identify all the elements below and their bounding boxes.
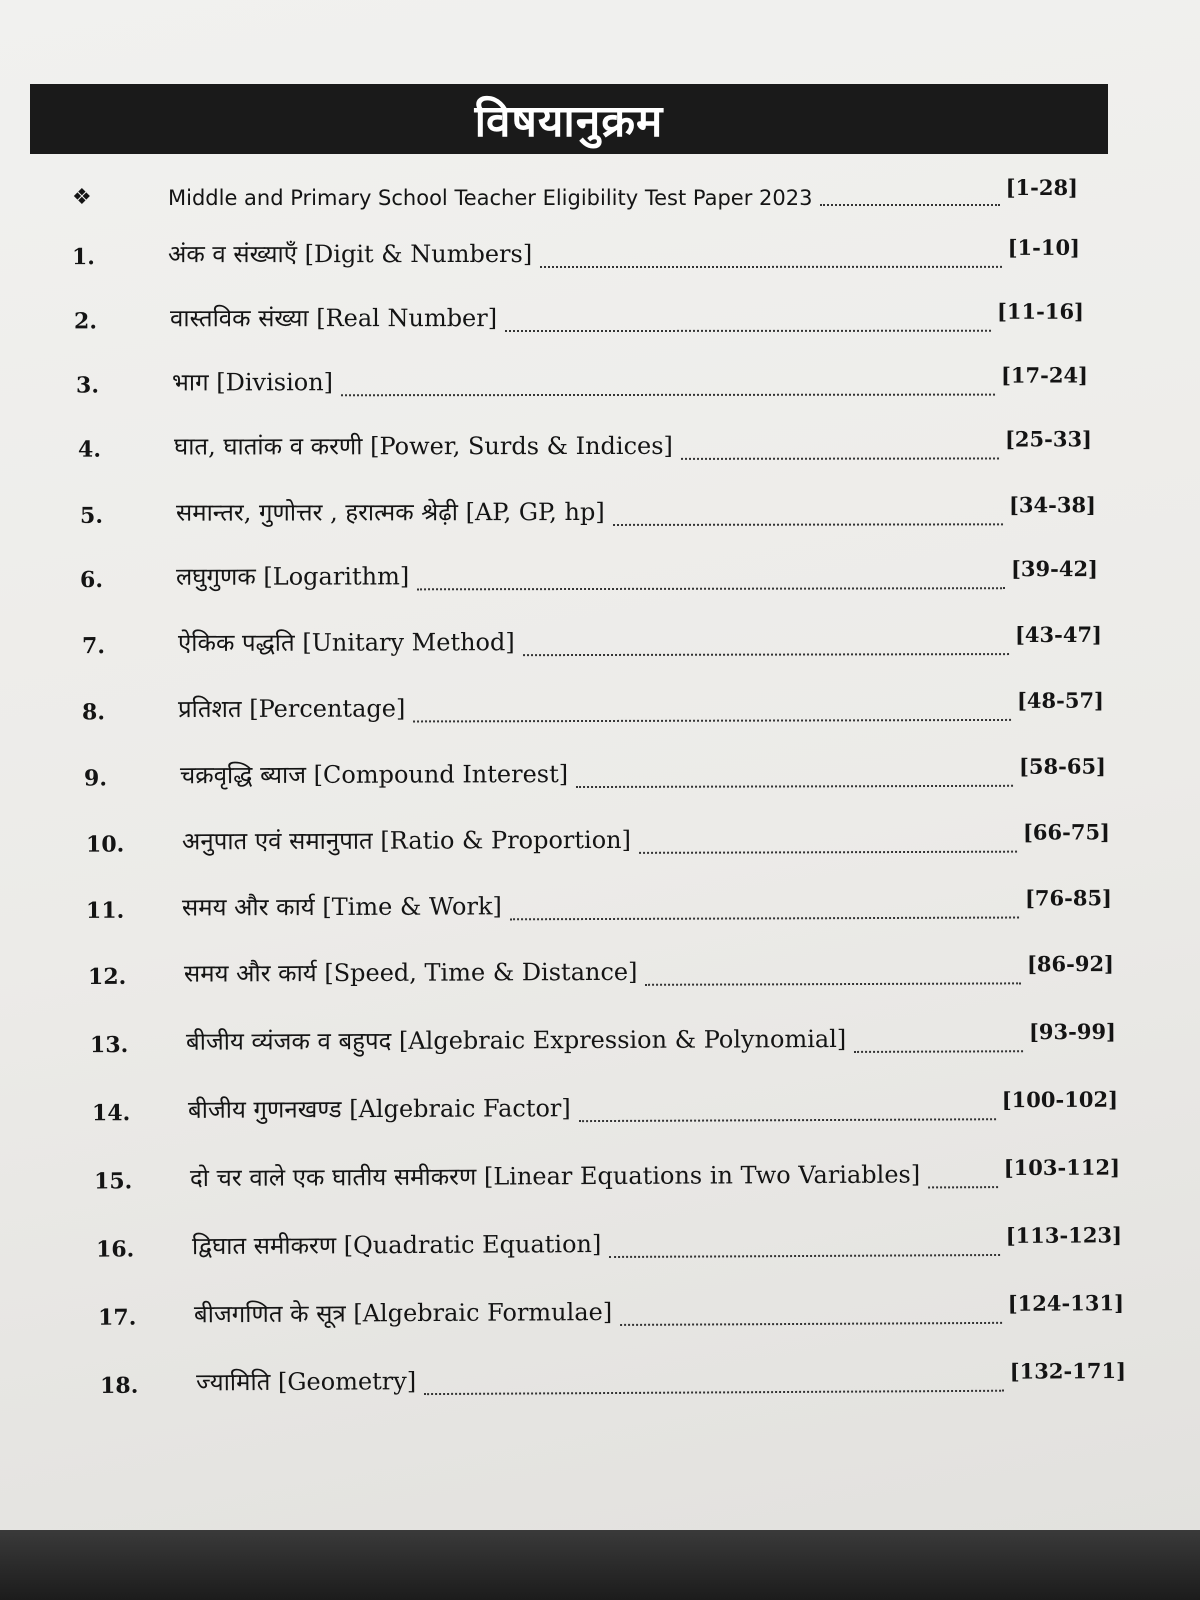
toc-entry: [96, 1219, 1122, 1264]
dot-leader: [620, 1322, 1002, 1326]
toc-entry-title: समय और कार्य [Time & Work]: [181, 892, 502, 922]
toc-entry-title: घात, घातांक व करणी [Power, Surds & Indices]: [173, 431, 673, 461]
toc-entry-pages: [66-75]: [1022, 819, 1111, 845]
dot-leader: [510, 917, 1019, 921]
toc-entry-pages: [39-42]: [1010, 556, 1099, 582]
toc-entry: [86, 882, 1112, 926]
toc-entry: [72, 232, 1080, 272]
toc-entry-bullet: ❖: [72, 185, 92, 210]
toc-entry-title: भाग [Division]: [171, 368, 334, 397]
toc-entry-title: Middle and Primary School Teacher Eligibility Test Paper 2023: [168, 186, 813, 210]
toc-entry-pages: [132-171]: [1009, 1358, 1127, 1384]
dot-leader: [417, 587, 1005, 590]
toc-entry-pages: [86-92]: [1026, 951, 1115, 977]
dot-leader: [613, 523, 1003, 526]
toc-entry-pages: [124-131]: [1007, 1290, 1125, 1316]
toc-entry-pages: [76-85]: [1024, 885, 1113, 911]
dot-leader: [639, 851, 1017, 854]
toc-entry-number: 15.: [93, 1168, 133, 1195]
dot-leader: [579, 1118, 996, 1122]
toc-entry-title: ऐकिक पद्धति [Unitary Method]: [177, 628, 515, 657]
toc-entry-pages: [11-16]: [996, 298, 1085, 324]
toc-entry-pages: [58-65]: [1018, 753, 1107, 779]
toc-entry-number: 3.: [75, 372, 99, 399]
toc-entry-number: 10.: [85, 831, 125, 858]
toc-entry-pages: [1-28]: [1005, 175, 1078, 200]
dot-leader: [645, 982, 1021, 985]
toc-entry-number: 13.: [89, 1031, 129, 1059]
toc-entry: [92, 1084, 1118, 1129]
dot-leader: [928, 1186, 998, 1188]
dot-leader: [341, 394, 995, 397]
toc-entry: [82, 685, 1104, 728]
toc-entry-number: 18.: [99, 1372, 139, 1399]
toc-entry-title: अनुपात एवं समानुपात [Ratio & Proportion]: [181, 825, 632, 856]
dot-leader: [505, 330, 991, 332]
toc-entry: [88, 948, 1114, 992]
toc-entry-title: समान्तर, गुणोत्तर , हरात्मक श्रेढ़ी [AP, GP, hp]: [175, 497, 605, 527]
toc-entry-pages: [103-112]: [1003, 1154, 1121, 1181]
toc-entry-number: 14.: [91, 1100, 131, 1127]
toc-entry: [90, 1016, 1116, 1060]
toc-entry-number: 5.: [79, 502, 103, 529]
toc-entry-title: वास्तविक संख्या [Real Number]: [169, 304, 498, 333]
toc-entry-number: 7.: [81, 633, 106, 660]
toc-entry-number: 6.: [79, 566, 104, 593]
toc-entry-title: समय और कार्य [Speed, Time & Distance]: [183, 957, 638, 988]
toc-entry-number: 11.: [85, 897, 125, 924]
dot-leader: [523, 653, 1009, 656]
toc-entry-number: 17.: [97, 1304, 137, 1331]
toc-entry-number: 1.: [71, 244, 95, 271]
dot-leader: [854, 1050, 1023, 1053]
toc-entry-pages: [34-38]: [1008, 492, 1097, 518]
toc-entry: [78, 423, 1092, 464]
toc-entry-pages: [17-24]: [1000, 362, 1089, 388]
toc-entry-pages: [25-33]: [1004, 426, 1093, 452]
toc-entry: [74, 296, 1084, 337]
toc-entry: [100, 1355, 1126, 1401]
toc-entry-pages: [93-99]: [1028, 1018, 1117, 1045]
toc-entry-number: 16.: [95, 1236, 135, 1263]
dot-leader: [820, 204, 1000, 206]
toc-entry-title: बीजगणित के सूत्र [Algebraic Formulae]: [193, 1297, 613, 1329]
page-bottom-edge: [0, 1530, 1200, 1600]
toc-entry: [76, 360, 1088, 401]
toc-entry: [98, 1287, 1124, 1333]
toc-entry: [84, 751, 1106, 794]
toc-entry-title: बीजीय व्यंजक व बहुपद [Algebraic Expression & Polynomial]: [185, 1024, 847, 1056]
toc-entry-number: 8.: [81, 699, 106, 726]
toc-entry-number: 12.: [87, 963, 127, 990]
toc-entry-title: लघुगुणक [Logarithm]: [175, 562, 410, 591]
contents-title: विषयानुक्रम: [474, 96, 664, 147]
toc-entry-pages: [1-10]: [1007, 234, 1081, 260]
toc-entry-pages: [100-102]: [1001, 1086, 1119, 1113]
toc-entry-number: 4.: [77, 436, 101, 463]
toc-entry-title: ज्यामिति [Geometry]: [195, 1367, 417, 1397]
dot-leader: [576, 785, 1013, 788]
toc-entry-title: बीजीय गुणनखण्ड [Algebraic Factor]: [187, 1094, 571, 1124]
toc-entry-pages: [43-47]: [1014, 621, 1103, 648]
toc-entry-title: अंक व संख्याएँ [Digit & Numbers]: [167, 240, 533, 269]
toc-entry-title: चक्रवृद्धि ब्याज [Compound Interest]: [179, 760, 569, 790]
toc-entry-pages: [48-57]: [1016, 687, 1105, 713]
toc-entry: [82, 619, 1102, 661]
toc-entry: [72, 172, 1078, 212]
toc-entry: [94, 1152, 1120, 1197]
toc-entry-number: 2.: [73, 308, 97, 335]
dot-leader: [681, 457, 999, 459]
toc-entry: [86, 816, 1110, 859]
dot-leader: [424, 1390, 1004, 1395]
toc-entry-title: प्रतिशत [Percentage]: [177, 694, 406, 724]
dot-leader: [609, 1254, 1000, 1258]
toc-entry: [80, 489, 1096, 531]
dot-leader: [413, 719, 1011, 723]
toc-entry-title: द्विघात समीकरण [Quadratic Equation]: [191, 1230, 602, 1261]
toc-entry-pages: [113-123]: [1005, 1222, 1123, 1248]
toc-entry: [80, 553, 1098, 595]
toc-entry-number: 9.: [83, 765, 108, 792]
dot-leader: [540, 266, 1002, 268]
toc-entry-title: दो चर वाले एक घातीय समीकरण [Linear Equations in Two Variables]: [189, 1160, 921, 1193]
